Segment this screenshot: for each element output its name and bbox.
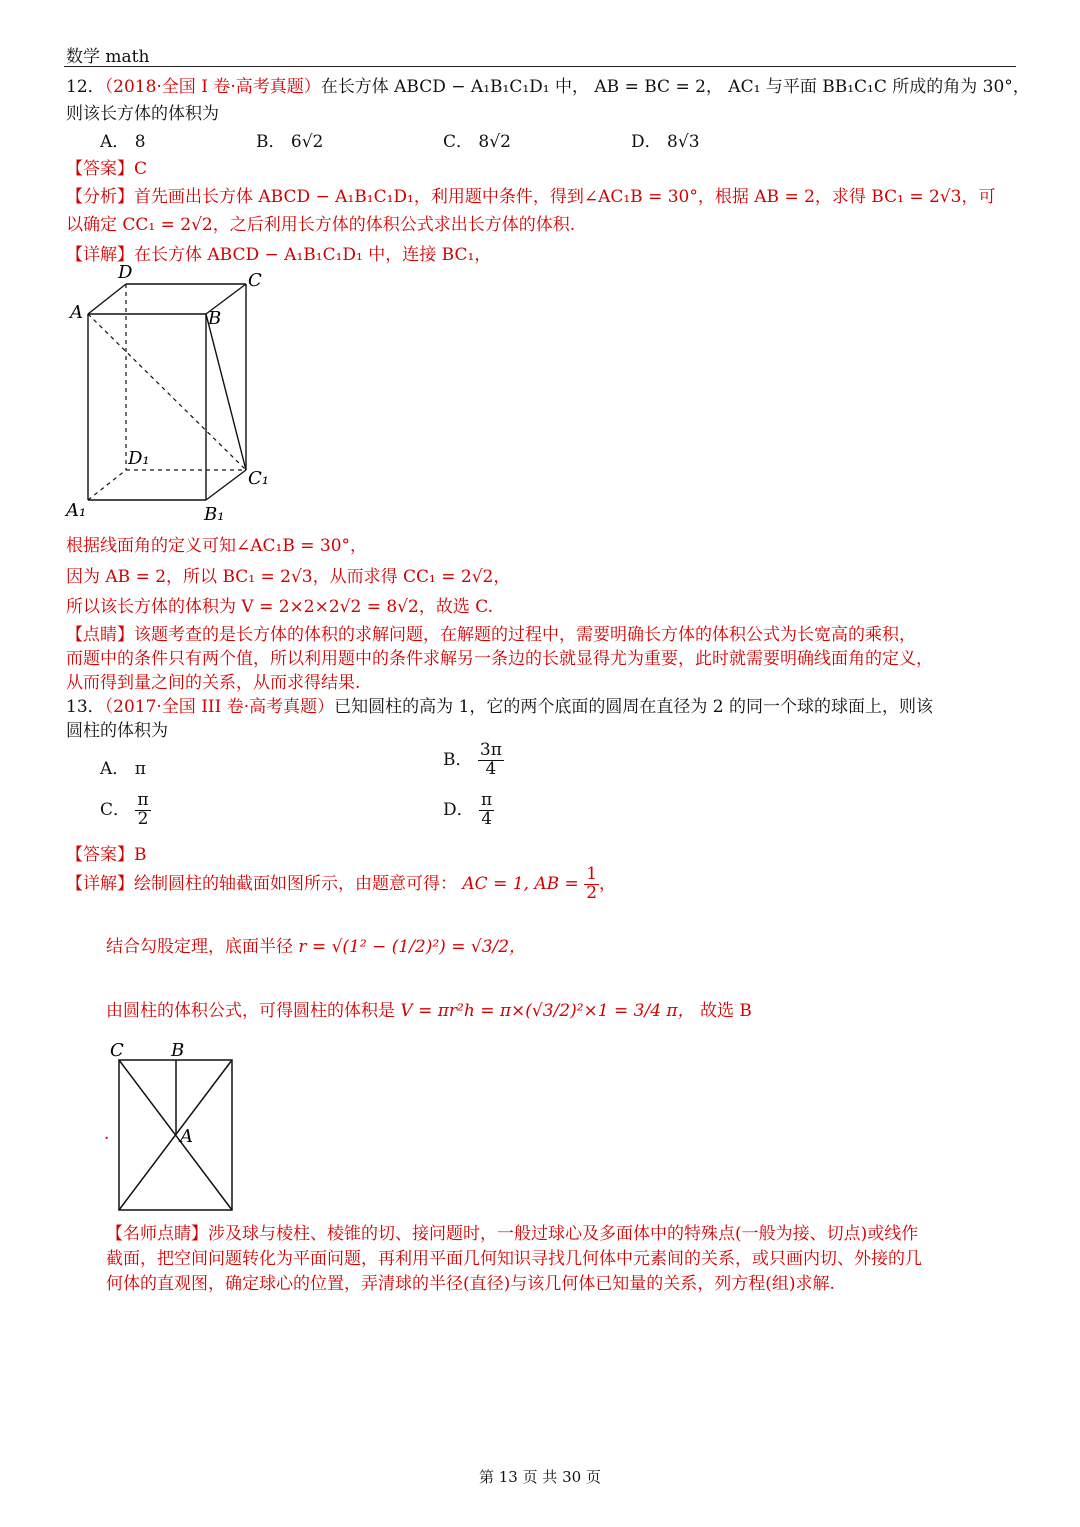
q12-detail-line1: 【详解】在长方体 ABCD − A₁B₁C₁D₁ 中，连接 BC₁，	[66, 245, 492, 265]
option-label: C．	[443, 132, 474, 152]
q13-comment-line2: 截面，把空间问题转化为平面问题，再利用平面几何知识寻找几何体中元素间的关系，或只画内切、外接的几	[106, 1249, 922, 1269]
vertex-label-a1: A₁	[66, 500, 87, 521]
q12-option-d	[631, 127, 700, 152]
q12-comment-line1: 【点睛】该题考查的是长方体的体积的求解问题，在解题的过程中，需要明确长方体的体积公式为长宽高的乘积，	[66, 625, 916, 645]
detail-fraction	[584, 866, 599, 903]
option-value: π	[134, 759, 146, 779]
q12-option-c	[443, 127, 511, 152]
vertex-label-b: B	[208, 308, 222, 329]
pythag-math: r = √(1² − (1/2)²) = √3/2，	[298, 937, 527, 957]
q13-option-b	[443, 742, 504, 779]
fraction-denominator: 2	[586, 882, 598, 903]
q12-after-line1: 根据线面角的定义可知∠AC₁B = 30°，	[66, 536, 368, 556]
q12-stem-line1	[66, 72, 1030, 97]
header-rule	[64, 66, 1016, 67]
q12-analysis-line1: 【分析】首先画出长方体 ABCD − A₁B₁C₁D₁，利用题中条件，得到∠AC₁B = 30°，根据 AB = 2，求得 BC₁ = 2√3，可	[66, 187, 996, 207]
q13-option-d	[443, 792, 494, 829]
option-label: B．	[443, 749, 473, 770]
edge-b1c1	[206, 470, 246, 500]
q12-after-line3: 所以该长方体的体积为 V = 2×2×2√2 = 8√2，故选 C.	[66, 597, 494, 617]
option-value: 8	[134, 132, 146, 152]
cuboid-figure	[60, 262, 280, 524]
option-value: 8√3	[667, 132, 700, 152]
q13-stem-text: 已知圆柱的高为 1，它的两个底面的圆周在直径为 2 的同一个球的球面上，则该	[334, 697, 934, 717]
page-header: 数学 math	[66, 47, 150, 67]
option-fraction	[135, 792, 150, 829]
point-label-b: B	[171, 1040, 185, 1061]
q12-source: （2018·全国 I 卷·高考真题）	[104, 77, 321, 97]
q13-comment-line3: 何体的直观图，确定球心的位置，弄清球的半径(直径)与该几何体已知量的关系，列方程(组)求解.	[106, 1274, 835, 1294]
q12-comment-line3: 从而得到量之间的关系，从而求得结果.	[66, 673, 361, 693]
vertex-label-b1: B₁	[204, 504, 225, 524]
q13-source: （2017·全国 III 卷·高考真题）	[104, 697, 335, 717]
q13-pythag-line	[106, 932, 526, 957]
pythag-text: 结合勾股定理，底面半径	[106, 937, 293, 957]
page-footer: 第 13 页 共 30 页	[478, 1468, 601, 1486]
q12-option-a	[100, 127, 146, 152]
option-value: 8√2	[478, 132, 511, 152]
fraction-denominator: 4	[485, 758, 497, 779]
q12-number: 12．	[66, 77, 105, 97]
fraction-numerator: 1	[586, 864, 598, 884]
fraction-denominator: 2	[137, 808, 149, 829]
q12-stem-text: 在长方体 ABCD − A₁B₁C₁D₁ 中， AB = BC = 2， AC₁ 与平面 BB₁C₁C 所成的角为 30°，	[320, 77, 1030, 97]
detail-text: 【详解】绘制圆柱的轴截面如图所示，由题意可得：	[66, 873, 457, 894]
hidden-edge-a1d1	[88, 470, 126, 500]
segment-bc1	[206, 314, 246, 470]
edge-ad	[88, 284, 126, 314]
fraction-denominator: 4	[481, 808, 493, 829]
vertex-label-c: C	[248, 270, 262, 291]
vertex-label-d: D	[118, 262, 133, 283]
point-label-a: A	[180, 1126, 193, 1147]
stray-dot: .	[104, 1124, 110, 1144]
q12-stem-line2: 则该长方体的体积为	[66, 104, 219, 124]
point-label-c: C	[110, 1040, 124, 1061]
q13-detail-line: 【详解】绘制圆柱的轴截面如图所示，由题意可得： AC = 1, AB = $\frac{1}{2}$ ，	[66, 864, 617, 903]
fraction-numerator: π	[137, 790, 149, 810]
option-fraction	[479, 792, 494, 829]
option-fraction	[478, 742, 504, 779]
option-label: A．	[100, 759, 130, 779]
vertex-label-c1: C₁	[248, 468, 269, 489]
detail-math: AC = 1, AB =	[462, 873, 579, 894]
q13-comment-line1: 【名师点睛】涉及球与棱柱、棱锥的切、接问题时，一般过球心及多面体中的特殊点(一般为接、切点)或线作	[106, 1224, 919, 1244]
q13-number: 13．	[66, 697, 105, 717]
option-label: C．	[100, 799, 131, 820]
q13-answer: 【答案】B	[66, 845, 147, 865]
q12-option-b	[256, 127, 323, 152]
cylinder-section-figure	[100, 1036, 250, 1216]
q12-answer: 【答案】C	[66, 159, 148, 179]
segment-ac1	[88, 314, 246, 470]
volume-conclusion: 故选 B	[700, 1001, 752, 1021]
option-label: B．	[256, 132, 286, 152]
option-value: 6√2	[290, 132, 324, 152]
fraction-numerator: 3π	[479, 740, 502, 760]
fraction-numerator: π	[481, 790, 493, 810]
q13-stem-line2: 圆柱的体积为	[66, 721, 168, 741]
volume-text: 由圆柱的体积公式，可得圆柱的体积是	[106, 1001, 395, 1021]
q13-volume-line	[106, 996, 752, 1021]
q13-stem-line1	[66, 692, 933, 717]
q13-option-a	[100, 754, 146, 779]
vertex-label-a: A	[70, 302, 83, 323]
volume-math: V = πr²h = π×(√3/2)²×1 = 3/4 π，	[400, 1001, 695, 1021]
vertex-label-d1: D₁	[128, 448, 150, 469]
option-label: D．	[631, 132, 662, 152]
q12-after-line2: 因为 AB = 2，所以 BC₁ = 2√3，从而求得 CC₁ = 2√2，	[66, 567, 511, 587]
option-label: A．	[100, 132, 130, 152]
q12-analysis-line2: 以确定 CC₁ = 2√2，之后利用长方体的体积公式求出长方体的体积.	[66, 215, 576, 235]
q12-comment-line2: 而题中的条件只有两个值，所以利用题中的条件求解另一条边的长就显得尤为重要，此时就需要明确线面角的定义，	[66, 649, 933, 669]
option-label: D．	[443, 799, 474, 820]
q13-option-c	[100, 792, 151, 829]
